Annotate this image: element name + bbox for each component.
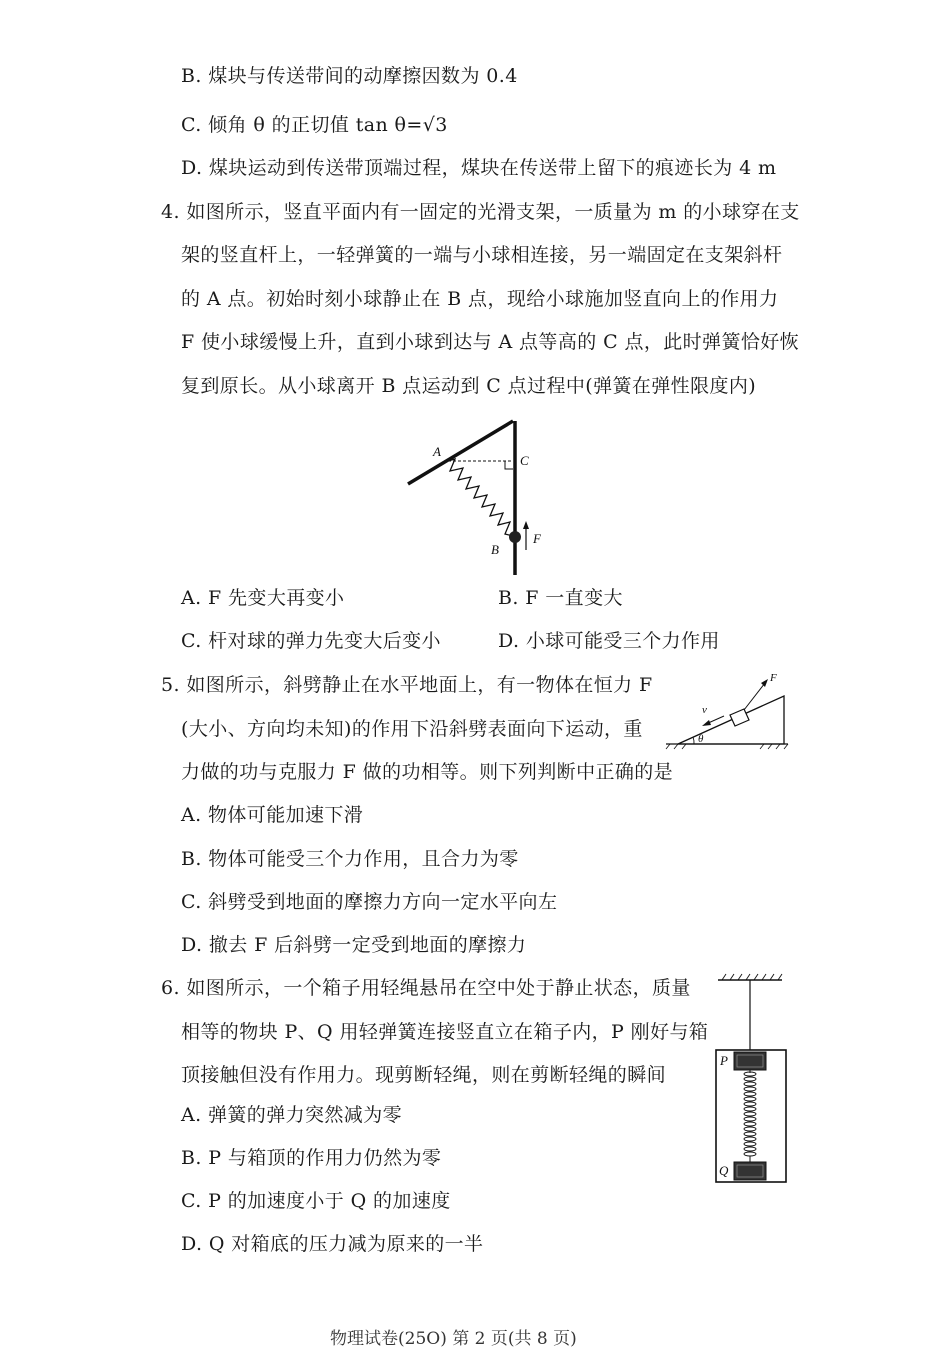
q5-label-v: v: [702, 704, 707, 716]
q5-figure-wedge: [664, 668, 794, 752]
q5-label-f: F: [770, 672, 777, 684]
q5-option-a: A. 物体可能加速下滑: [181, 804, 364, 826]
q4-label-b: B: [491, 542, 499, 557]
q4-stem-line-1: 4. 如图所示，竖直平面内有一固定的光滑支架，一质量为 m 的小球穿在支: [161, 201, 800, 223]
q6-label-p: P: [720, 1053, 728, 1068]
q3-option-b: B. 煤块与传送带间的动摩擦因数为 0.4: [181, 65, 518, 87]
q6-stem-line-2: 相等的物块 P、Q 用轻弹簧连接竖直立在箱子内，P 刚好与箱: [181, 1021, 709, 1043]
q5-option-c: C. 斜劈受到地面的摩擦力方向一定水平向左: [181, 891, 558, 913]
q5-option-b: B. 物体可能受三个力作用，且合力为零: [181, 848, 519, 870]
q4-figure-support-spring: [400, 415, 560, 580]
q4-label-c: C: [520, 453, 529, 468]
q6-option-d: D. Q 对箱底的压力减为原来的一半: [181, 1233, 484, 1255]
q5-stem-line-2: (大小、方向均未知)的作用下沿斜劈表面向下运动，重: [181, 718, 643, 740]
q4-stem-line-5: 复到原长。从小球离开 B 点运动到 C 点过程中(弹簧在弹性限度内): [181, 375, 757, 397]
q4-label-a: A: [433, 444, 441, 459]
q6-stem-line-3: 顶接触但没有作用力。现剪断轻绳，则在剪断轻绳的瞬间: [181, 1064, 667, 1086]
q4-option-d: D. 小球可能受三个力作用: [498, 630, 720, 652]
q4-label-f: F: [533, 531, 541, 546]
q4-option-a: A. F 先变大再变小: [181, 587, 345, 609]
q4-option-b: B. F 一直变大: [498, 587, 623, 609]
q5-label-theta: θ: [698, 733, 704, 745]
q3-option-d: D. 煤块运动到传送带顶端过程，煤块在传送带上留下的痕迹长为 4 m: [181, 157, 777, 179]
q4-option-c: C. 杆对球的弹力先变大后变小: [181, 630, 441, 652]
q4-stem-line-3: 的 A 点。初始时刻小球静止在 B 点，现给小球施加竖直向上的作用力: [181, 288, 779, 310]
page-footer: 物理试卷(25O) 第 2 页(共 8 页): [330, 1329, 577, 1349]
q6-label-q: Q: [719, 1163, 729, 1178]
q4-stem-line-2: 架的竖直杆上，一轻弹簧的一端与小球相连接，另一端固定在支架斜杆: [181, 244, 783, 266]
q6-figure-box-spring: [700, 970, 800, 1195]
q5-option-d: D. 撤去 F 后斜劈一定受到地面的摩擦力: [181, 934, 527, 956]
q5-stem-line-1: 5. 如图所示，斜劈静止在水平地面上，有一物体在恒力 F: [161, 674, 653, 696]
q3-option-c: C. 倾角 θ 的正切值 tan θ=√3: [181, 114, 448, 136]
q4-stem-line-4: F 使小球缓慢上升，直到小球到达与 A 点等高的 C 点，此时弹簧恰好恢: [181, 331, 800, 353]
q5-stem-line-3: 力做的功与克服力 F 做的功相等。则下列判断中正确的是: [181, 761, 674, 783]
q6-option-b: B. P 与箱顶的作用力仍然为零: [181, 1147, 442, 1169]
q6-option-c: C. P 的加速度小于 Q 的加速度: [181, 1190, 451, 1212]
q6-stem-line-1: 6. 如图所示，一个箱子用轻绳悬吊在空中处于静止状态，质量: [161, 977, 691, 999]
q6-option-a: A. 弹簧的弹力突然减为零: [181, 1104, 403, 1126]
